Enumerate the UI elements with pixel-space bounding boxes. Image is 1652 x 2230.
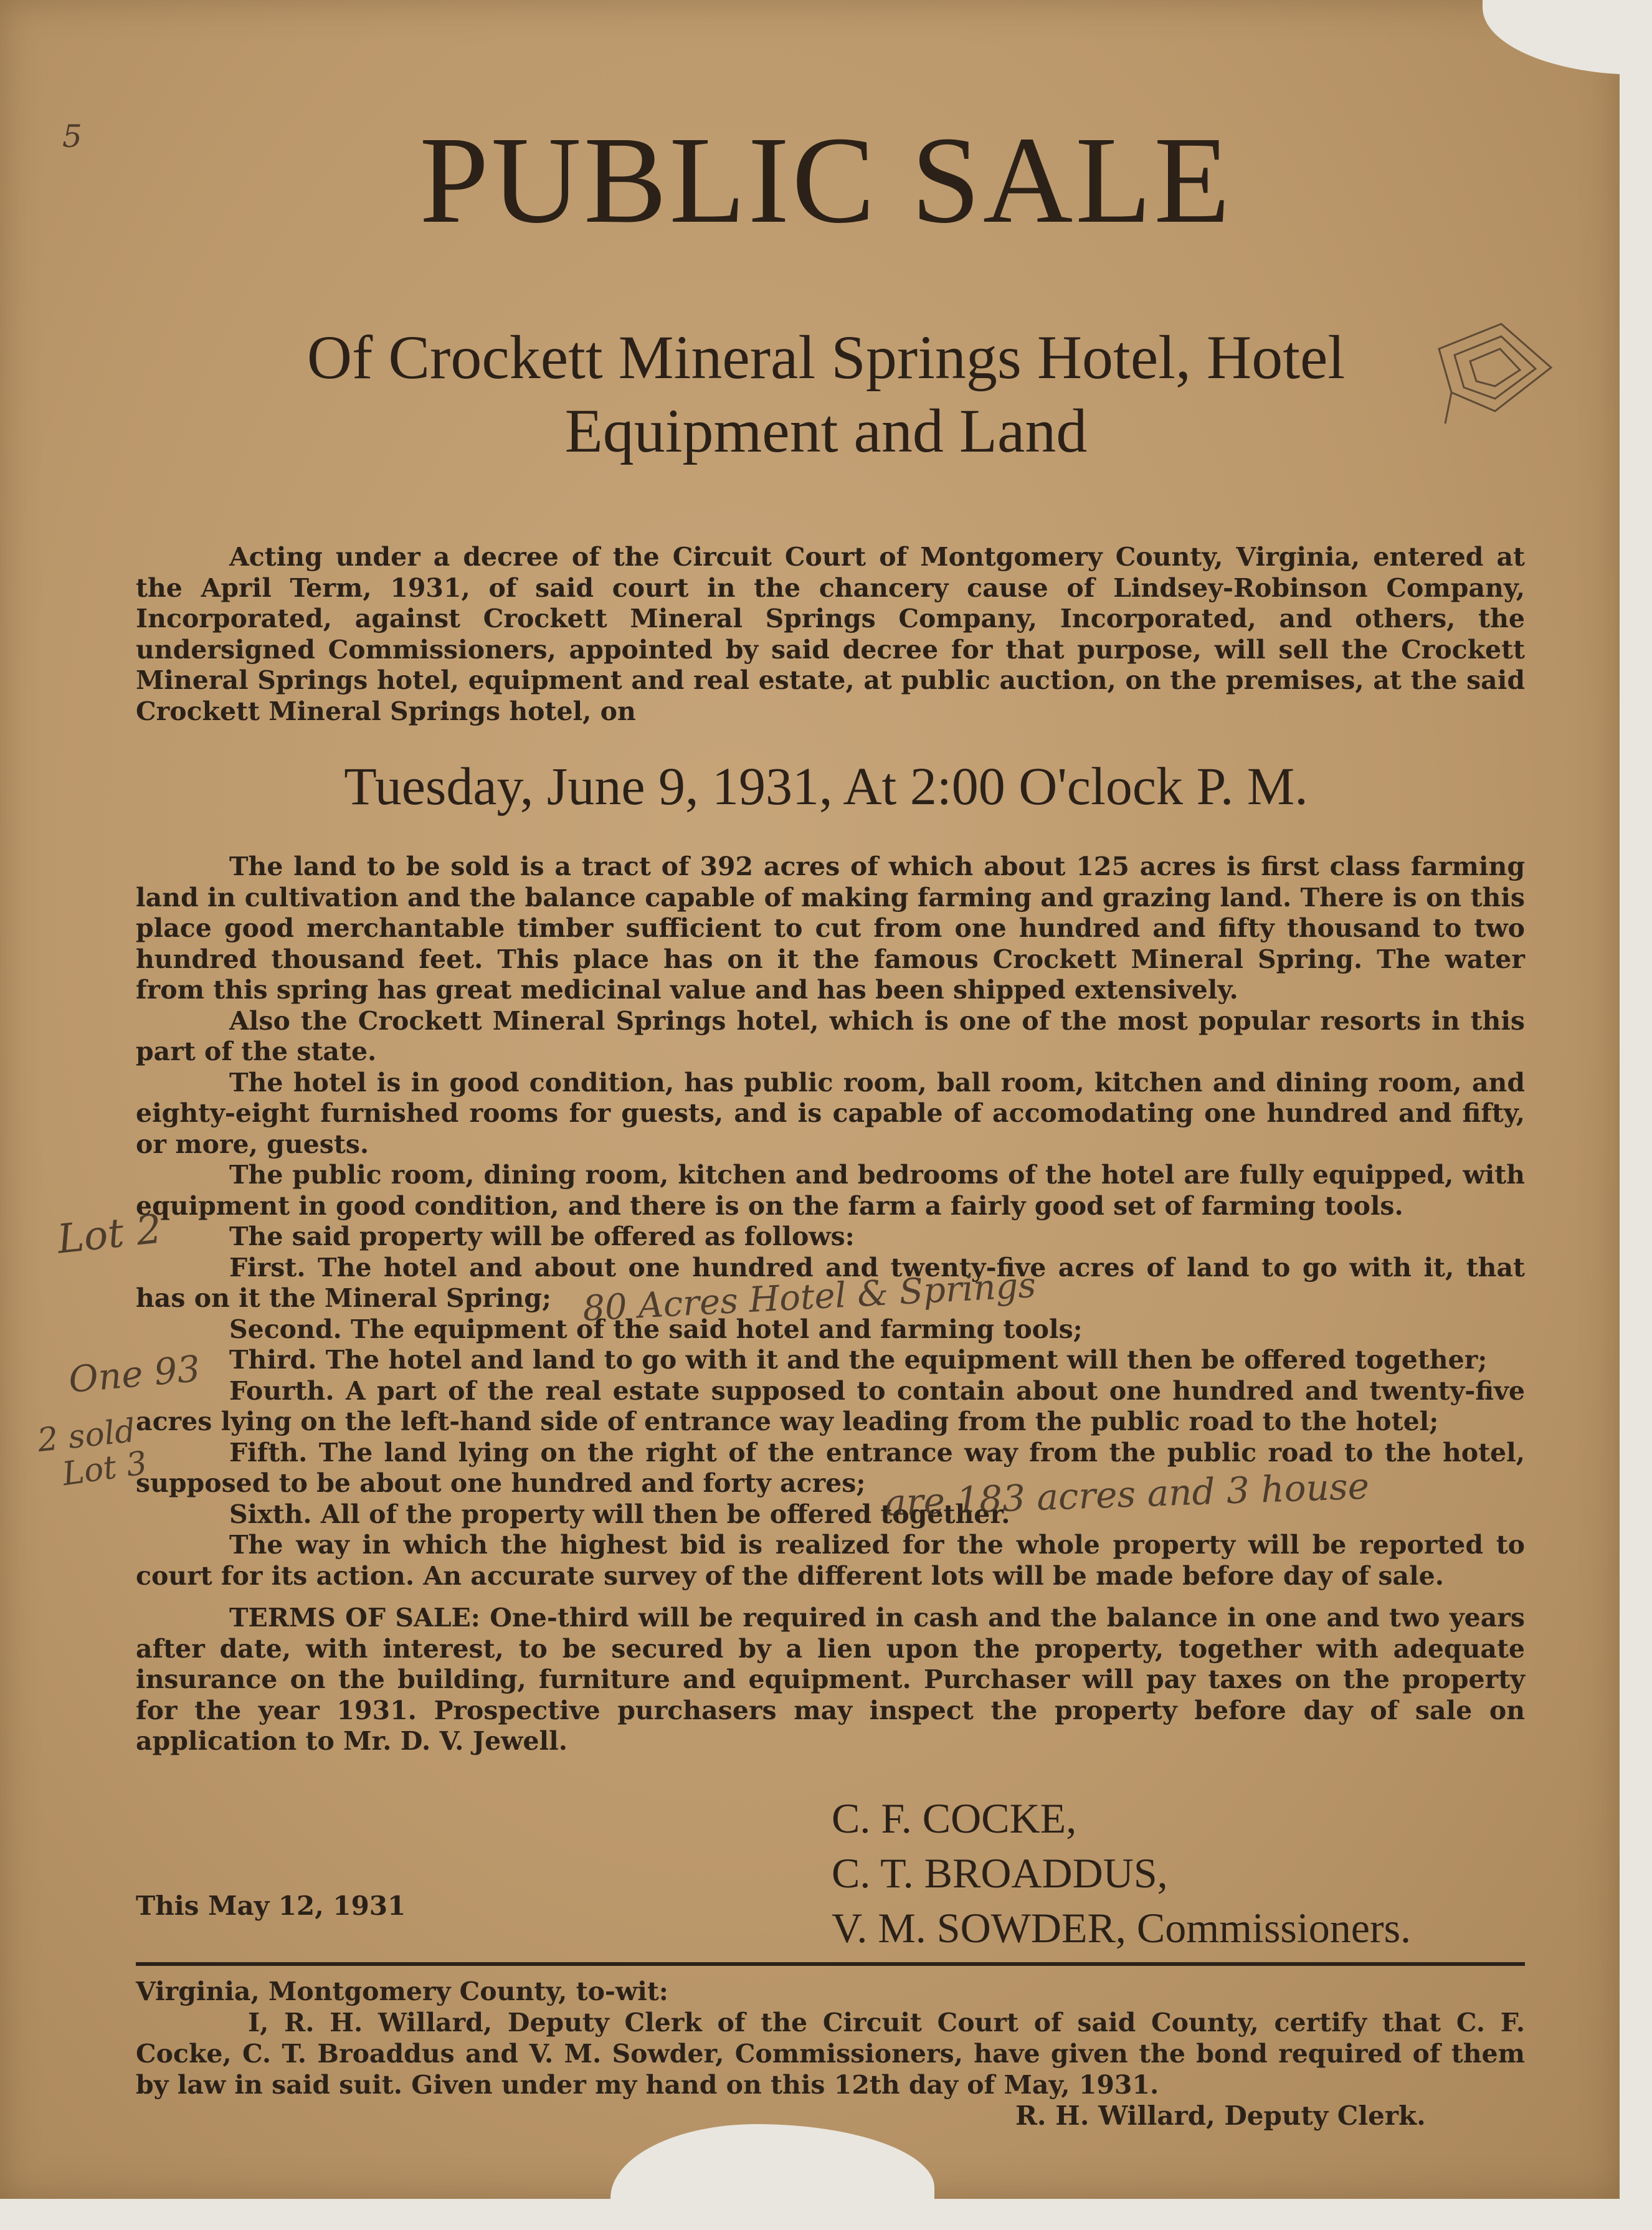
signer-cocke: C. F. COCKE,: [832, 1795, 1077, 1842]
handwritten-acreage-note: are 183 acres and 3 house: [884, 1464, 1370, 1524]
lot-second: Second. The equipment of the said hotel and farming tools;: [229, 1314, 1083, 1344]
clerk-signature: R. H. Willard, Deputy Clerk.: [1015, 2100, 1426, 2131]
subtitle-line-1: Of Crockett Mineral Springs Hotel, Hotel: [306, 323, 1346, 392]
handwritten-corner-mark: 5: [62, 118, 82, 154]
handwritten-lot-note: Lot 2: [55, 1206, 164, 1263]
terms-of-sale: TERMS OF SALE: One-third will be required in cash and the balance in one and two years after date, with interest, to be secured by a lien upon the property, together with adequate insurance on the building, furniture and equipment. Purchaser will pay taxes on the property for the year 1931. Prospective purchasers may inspect the property before day of sale on application to Mr. D. V. Jewell.: [136, 1603, 1525, 1756]
lot-fourth: Fourth. A part of the real estate supposed to contain about one hundred and twenty-five acres lying on the left-hand side of entrance way leading from the public road to the hotel;: [136, 1375, 1525, 1436]
paragraph-offered: The said property will be offered as follows:: [229, 1222, 855, 1251]
signer-sowder: V. M. SOWDER, Commissioners.: [832, 1904, 1412, 1952]
lot-sixth: Sixth. All of the property will then be offered together.: [229, 1499, 1010, 1529]
lot-first: First. The hotel and about one hundred and twenty-five acres of land to go with it, that has on it the Mineral Spring;: [136, 1252, 1525, 1313]
lot-third: Third. The hotel and land to go with it and the equipment will then be offered together;: [229, 1345, 1488, 1375]
handwritten-first-note: 80 Acres Hotel & Springs: [581, 1264, 1037, 1330]
document-date: This May 12, 1931: [136, 1891, 406, 1921]
sale-date-heading: Tuesday, June 9, 1931, At 2:00 O'clock P. M.: [344, 756, 1308, 816]
handwritten-fifth-note: Lot 3: [60, 1444, 150, 1494]
paragraph-equipment: The public room, dining room, kitchen and bedrooms of the hotel are fully equipped, with equipment in good condition, and there is on the farm a fairly good set of farming tools.: [136, 1160, 1525, 1221]
signer-broaddus: C. T. BROADDUS,: [832, 1849, 1168, 1897]
intro-paragraph: [136, 542, 1525, 727]
poster-subtitle: [0, 321, 1652, 468]
handwritten-fourth-note: One 93: [67, 1347, 202, 1402]
commissioner-signatures: [832, 1791, 1411, 1955]
pencil-scribble-icon: [1427, 311, 1564, 436]
paragraph-hotel-resort: Also the Crockett Mineral Springs hotel, which is one of the most popular resorts in this part of the state.: [136, 1005, 1525, 1066]
divider-rule: [136, 1962, 1525, 1966]
clerk-heading: Virginia, Montgomery County, to-wit:: [136, 1976, 668, 2006]
intro-text: Acting under a decree of the Circuit Court of Montgomery County, Virginia, entered at the April Term, 1931, of said court in the chancery cause of Lindsey-Robinson Company, Incorporated, against Crockett Mineral Springs Company, Incorporated, and others, the undersigned Commissioners, appointed by said decree for that purpose, will sell the Crockett Mineral Springs hotel, equipment and real estate, at public auction, on the premises, at the said Crockett Mineral Springs hotel, on: [136, 542, 1525, 726]
poster-title: PUBLIC SALE: [419, 112, 1233, 249]
subtitle-line-2: Equipment and Land: [564, 396, 1088, 465]
handwritten-sold-note: 2 sold: [36, 1412, 138, 1460]
paragraph-bid-report: The way in which the highest bid is realized for the whole property will be reported to court for its action. An accurate survey of the different lots will be made before day of sale.: [136, 1530, 1525, 1591]
clerk-text: I, R. H. Willard, Deputy Clerk of the Circuit Court of said County, certify that C. F. Cocke, C. T. Broaddus and V. M. Sowder, Commissioners, have given the bond required of them by law in said suit. Given under my hand on this 12th day of May, 1931.: [136, 2008, 1525, 2100]
clerk-certification: [136, 1976, 1525, 2100]
paragraph-land: The land to be sold is a tract of 392 acres of which about 125 acres is first class farming land in cultivation and the balance capable of making farming and grazing land. There is on this place good merchantable timber sufficient to cut from one hundred and fifty thousand to two hundred thousand feet. This place has on it the famous Crockett Mineral Spring. The water from this spring has great medicinal value and has been shipped extensively.: [136, 852, 1525, 1005]
lot-fifth: Fifth. The land lying on the right of the entrance way from the public road to the hotel, supposed to be about one hundred and forty acres;: [136, 1437, 1525, 1498]
paragraph-hotel-condition: The hotel is in good condition, has public room, ball room, kitchen and dining room, and eighty-eight furnished rooms for guests, and is capable of accomodating one hundred and fifty, or more, guests.: [136, 1067, 1525, 1159]
